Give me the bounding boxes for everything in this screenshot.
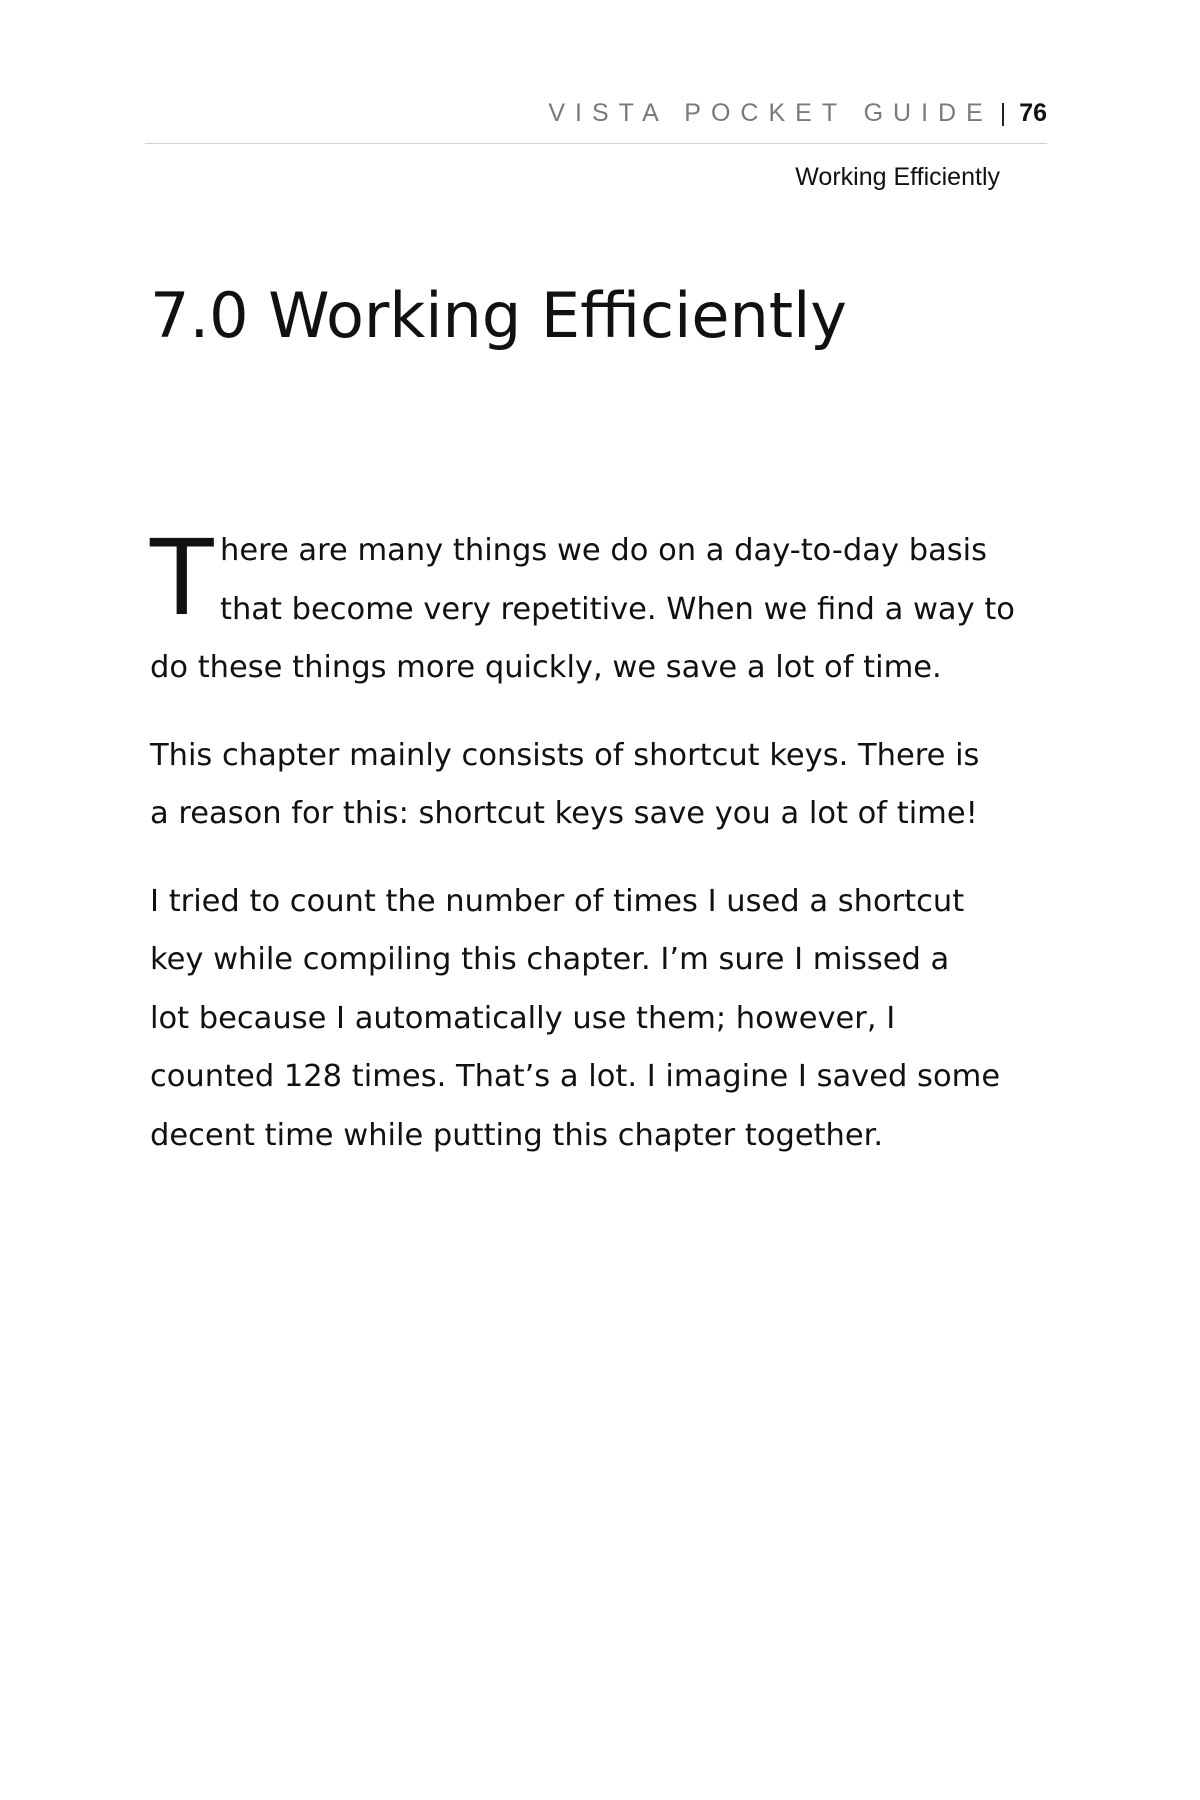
page-number: 76: [1019, 99, 1047, 127]
paragraph-line: I tried to count the number of times I used a shortcut: [150, 883, 965, 919]
paragraph-line: here are many things we do on a day-to-day basis: [220, 533, 988, 568]
book-title: VISTA POCKET GUIDE: [548, 99, 993, 127]
header-rule: [145, 143, 1047, 144]
section-header: Working Efficiently: [795, 163, 1000, 191]
paragraph-line: a reason for this: shortcut keys save you a lot of time!: [150, 796, 978, 831]
paragraph-line: decent time while putting this chapter together.: [150, 1117, 884, 1153]
drop-cap: T: [150, 517, 214, 639]
paragraph-1: [150, 517, 1050, 698]
body-text: [150, 517, 1050, 1194]
running-header: [145, 98, 1047, 128]
paragraph-2: [150, 727, 1050, 844]
paragraph-line: This chapter mainly consists of shortcut keys. There is: [150, 737, 980, 773]
paragraph-line: do these things more quickly, we save a lot of time.: [150, 650, 942, 685]
paragraph-line: lot because I automatically use them; however, I: [150, 1000, 896, 1036]
paragraph-3: [150, 873, 1050, 1166]
chapter-title: 7.0 Working Efficiently: [150, 279, 847, 352]
paragraph-line: key while compiling this chapter. I’m sure I missed a: [150, 942, 950, 977]
paragraph-line: counted 128 times. That’s a lot. I imagine I saved some: [150, 1059, 1001, 1094]
paragraph-line: that become very repetitive. When we find a way to: [220, 591, 1015, 627]
header-separator: |: [999, 99, 1007, 127]
